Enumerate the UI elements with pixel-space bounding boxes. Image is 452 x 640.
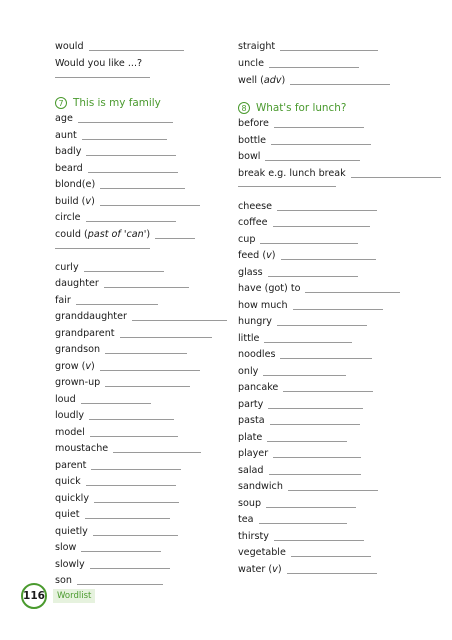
word-text: badly: [55, 146, 82, 157]
word-text: would: [55, 41, 84, 52]
word-entry: [55, 394, 151, 406]
writing-line[interactable]: [88, 172, 178, 173]
writing-line[interactable]: [277, 325, 367, 326]
word-entry: [238, 415, 360, 427]
word-text: blond(e): [55, 179, 96, 190]
word-entry: [238, 135, 371, 147]
word-entry: [238, 300, 383, 312]
word-text: grandparent: [55, 327, 115, 339]
word-text: daughter: [55, 278, 99, 289]
word-entry: [55, 295, 158, 307]
writing-line[interactable]: [81, 551, 161, 552]
word-entry: [55, 278, 189, 290]
word-entry: [238, 349, 372, 361]
word-entry: [238, 514, 347, 526]
word-text: well (adv): [238, 75, 286, 86]
word-text: tea: [238, 514, 254, 525]
word-entry: [238, 41, 378, 53]
word-text: quietly: [55, 525, 88, 537]
word-entry: [238, 564, 377, 576]
page-number-badge: 116: [21, 583, 47, 609]
writing-line[interactable]: [105, 386, 190, 387]
word-text: little: [238, 332, 260, 344]
word-entry: [55, 41, 184, 53]
word-entry: [55, 311, 227, 323]
word-entry: [238, 531, 364, 543]
word-entry: [238, 75, 390, 87]
page-footer: [21, 583, 95, 609]
word-entry: [238, 498, 356, 510]
word-entry: [238, 399, 363, 411]
writing-line[interactable]: [93, 535, 178, 536]
writing-line[interactable]: [280, 50, 378, 51]
writing-line[interactable]: [264, 342, 352, 343]
writing-line[interactable]: [105, 353, 187, 354]
writing-line[interactable]: [287, 573, 377, 574]
word-entry: [238, 151, 360, 163]
word-entry: [238, 217, 370, 229]
writing-line[interactable]: [100, 370, 200, 371]
writing-line[interactable]: [273, 226, 370, 227]
word-text: beard: [55, 162, 83, 174]
word-text: water (v): [238, 563, 282, 575]
writing-line[interactable]: [266, 507, 356, 508]
word-text: straight: [238, 41, 276, 52]
section-number: 7: [55, 97, 67, 109]
word-entry: [55, 146, 176, 158]
writing-line[interactable]: [288, 490, 378, 491]
writing-line[interactable]: [86, 485, 176, 486]
section-label: Wordlist: [53, 589, 95, 603]
writing-line[interactable]: [270, 424, 360, 425]
word-text: fair: [55, 294, 71, 306]
word-text: aunt: [55, 129, 77, 141]
writing-line[interactable]: [76, 304, 158, 305]
word-text: slowly: [55, 558, 85, 570]
word-text: build (v): [55, 195, 95, 207]
word-entry: [55, 163, 178, 175]
word-text: parent: [55, 459, 87, 471]
word-text: age: [55, 113, 73, 124]
word-entry: [55, 229, 195, 241]
section-title: What's for lunch?: [256, 102, 347, 114]
word-entry: [238, 250, 376, 262]
word-text: granddaughter: [55, 311, 127, 322]
word-entry: [55, 443, 201, 455]
word-entry: [238, 201, 377, 213]
writing-line[interactable]: [351, 177, 441, 178]
word-entry: [55, 130, 167, 142]
word-text: grown-up: [55, 377, 101, 388]
word-entry: [238, 382, 373, 394]
writing-line[interactable]: [305, 292, 400, 293]
writing-line[interactable]: [120, 337, 212, 338]
word-entry: [238, 316, 367, 328]
writing-line[interactable]: [55, 77, 150, 78]
section-heading: [238, 102, 346, 114]
word-entry: [55, 344, 187, 356]
writing-line[interactable]: [90, 568, 170, 569]
word-text: player: [238, 448, 269, 459]
word-entry: [55, 493, 179, 505]
writing-line[interactable]: [274, 127, 364, 128]
word-entry: [55, 113, 173, 125]
word-text: curly: [55, 261, 79, 273]
word-text: grow (v): [55, 360, 95, 372]
word-entry: [238, 283, 400, 295]
writing-line[interactable]: [281, 259, 376, 260]
writing-line[interactable]: [277, 210, 377, 211]
word-entry: [238, 168, 441, 180]
word-text: soup: [238, 497, 262, 509]
word-text: plate: [238, 431, 263, 443]
writing-line[interactable]: [290, 84, 390, 85]
writing-line[interactable]: [238, 186, 336, 187]
word-entry: [55, 262, 164, 274]
writing-line[interactable]: [55, 248, 150, 249]
word-text: pancake: [238, 382, 279, 393]
word-text: grandson: [55, 344, 101, 355]
writing-line[interactable]: [155, 238, 195, 239]
writing-line[interactable]: [113, 452, 201, 453]
word-entry: [55, 196, 200, 208]
word-text: have (got) to: [238, 283, 301, 294]
writing-line[interactable]: [89, 419, 174, 420]
word-entry: [238, 448, 361, 460]
word-text: uncle: [238, 58, 265, 69]
word-entry: [55, 377, 190, 389]
writing-line[interactable]: [283, 391, 373, 392]
writing-line[interactable]: [100, 188, 185, 189]
word-text: quickly: [55, 492, 90, 504]
writing-line[interactable]: [271, 144, 371, 145]
word-entry: [55, 542, 161, 554]
word-text: bowl: [238, 151, 261, 162]
word-text: salad: [238, 464, 264, 476]
word-text: slow: [55, 542, 77, 553]
word-text: bottle: [238, 134, 267, 146]
writing-line[interactable]: [85, 518, 170, 519]
word-entry: [238, 366, 346, 378]
word-entry: [55, 58, 142, 70]
word-entry: [55, 526, 178, 538]
word-entry: [238, 267, 358, 279]
writing-line[interactable]: [259, 523, 347, 524]
word-text: quiet: [55, 509, 80, 520]
word-entry: [238, 432, 347, 444]
word-text: coffee: [238, 217, 268, 228]
writing-line[interactable]: [81, 403, 151, 404]
writing-line[interactable]: [260, 243, 358, 244]
word-text: how much: [238, 299, 288, 311]
writing-line[interactable]: [273, 457, 361, 458]
word-text: hungry: [238, 316, 272, 327]
word-text: feed (v): [238, 250, 276, 261]
word-entry: [55, 427, 178, 439]
word-text: glass: [238, 266, 263, 278]
word-text: cheese: [238, 200, 273, 212]
writing-line[interactable]: [86, 221, 176, 222]
writing-line[interactable]: [274, 540, 364, 541]
section-title: This is my family: [73, 97, 161, 109]
word-entry: [55, 509, 170, 521]
writing-line[interactable]: [268, 276, 358, 277]
writing-line[interactable]: [100, 205, 200, 206]
writing-line[interactable]: [269, 474, 361, 475]
word-entry: [238, 465, 361, 477]
word-entry: [55, 212, 176, 224]
word-entry: [238, 58, 359, 70]
word-text: only: [238, 365, 259, 377]
word-text: quick: [55, 476, 81, 487]
writing-line[interactable]: [263, 375, 346, 376]
writing-line[interactable]: [267, 441, 347, 442]
word-entry: [238, 118, 364, 130]
writing-line[interactable]: [91, 469, 181, 470]
word-entry: [55, 460, 181, 472]
word-text: cup: [238, 233, 256, 245]
writing-line[interactable]: [269, 67, 359, 68]
word-text: pasta: [238, 415, 265, 426]
word-text: moustache: [55, 443, 109, 454]
word-text: vegetable: [238, 547, 286, 558]
word-text: loudly: [55, 410, 85, 421]
writing-line[interactable]: [268, 408, 363, 409]
writing-line[interactable]: [90, 436, 178, 437]
word-entry: [55, 328, 212, 340]
writing-line[interactable]: [293, 309, 383, 310]
word-entry: [238, 547, 371, 559]
writing-line[interactable]: [94, 502, 179, 503]
word-text: before: [238, 118, 269, 129]
word-text: thirsty: [238, 530, 269, 542]
word-text: Would you like ...?: [55, 58, 143, 69]
word-text: break e.g. lunch break: [238, 167, 346, 179]
word-entry: [238, 234, 358, 246]
word-text: noodles: [238, 349, 276, 360]
word-entry: [55, 179, 185, 191]
word-entry: [55, 559, 170, 571]
word-text: model: [55, 426, 85, 438]
writing-line[interactable]: [104, 287, 189, 288]
writing-line[interactable]: [82, 139, 167, 140]
word-text: could (past of 'can'): [55, 228, 151, 240]
word-entry: [55, 476, 176, 488]
writing-line[interactable]: [280, 358, 372, 359]
word-text: loud: [55, 393, 76, 405]
writing-line[interactable]: [132, 320, 227, 321]
writing-line[interactable]: [265, 160, 360, 161]
word-entry: [55, 410, 174, 422]
writing-line[interactable]: [84, 271, 164, 272]
word-text: party: [238, 398, 264, 410]
section-heading: [55, 97, 161, 109]
writing-line[interactable]: [89, 50, 184, 51]
word-entry: [238, 333, 352, 345]
section-number: 8: [238, 102, 250, 114]
word-text: son: [55, 575, 72, 586]
word-entry: [55, 361, 200, 373]
writing-line[interactable]: [78, 122, 173, 123]
writing-line[interactable]: [291, 556, 371, 557]
writing-line[interactable]: [86, 155, 176, 156]
word-entry: [238, 481, 378, 493]
word-text: circle: [55, 212, 81, 223]
word-text: sandwich: [238, 481, 283, 492]
